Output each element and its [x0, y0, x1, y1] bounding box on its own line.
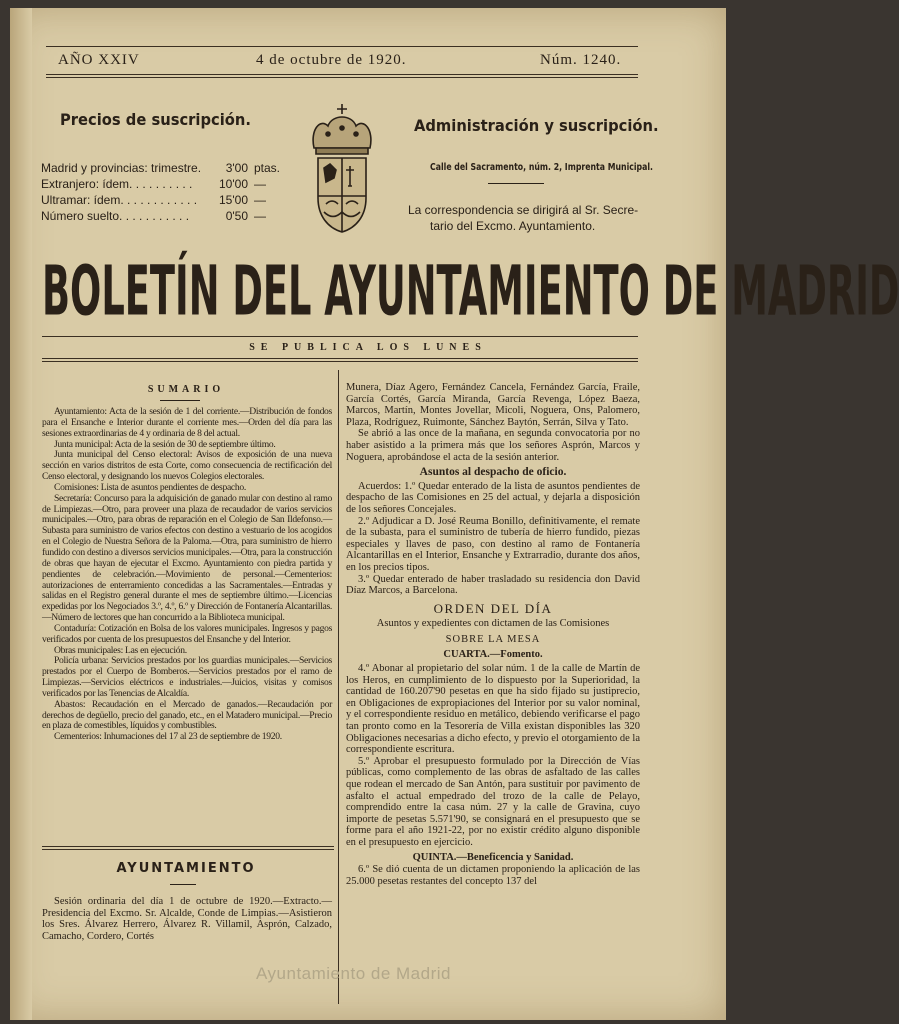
price-value: 0'50	[225, 209, 248, 223]
price-row	[41, 192, 301, 208]
archive-watermark: Ayuntamiento de Madrid	[256, 964, 451, 983]
administration-title: Administración y suscripción.	[414, 116, 659, 135]
price-unit: ptas.	[254, 161, 281, 175]
summary-entry: Abastos: Recaudación en el Mercado de ganados.—Recaudación por derechos de degüello, precio del ganado, etc., en el Matadero municipal.—Precio en plaza de comestibles, líquidos y combustibles.	[42, 698, 332, 732]
section-rule-thin	[42, 849, 334, 850]
summary-list	[42, 407, 332, 743]
subscription-prices	[41, 160, 301, 224]
beneficencia-paragraph: 6.º Se dió cuenta de un dictamen proponiendo la aplicación de las 25.000 pesetas restantes del concepto 137 del	[346, 864, 640, 887]
section-rule	[42, 846, 334, 847]
newspaper-page	[10, 8, 899, 1020]
summary-entry: Policía urbana: Servicios prestados por los guardias municipales.—Servicios prestados por el Cuerpo de Bomberos.—Servicios prestados por el ramo de Limpiezas.—Servicios eléctricos e industriales.—Juicios, visitas y comisos verificados por las Tenencias de Alcaldía.	[42, 655, 332, 699]
quinta-beneficencia-label: QUINTA.—Beneficencia y Sanidad.	[412, 851, 574, 863]
summary-entry: Junta municipal: Acta de la sesión de 30 de septiembre último.	[54, 438, 276, 450]
opening-paragraph: Se abrió a las once de la mañana, en segunda convocatoria por no haber asistido a la primera más que los señores Asprón, Marcos y Noguera, aprobándose el acta de la sesión anterior.	[346, 428, 640, 463]
orden-del-dia-title: ORDEN DEL DÍA	[433, 600, 553, 616]
sobre-la-mesa-label: SOBRE LA MESA	[445, 633, 541, 645]
price-unit: —	[254, 209, 266, 223]
price-label: Ultramar: ídem. . . . . . . . . . . .	[41, 193, 198, 207]
price-row	[41, 160, 301, 176]
summary-entry: Junta municipal del Censo electoral: Avisos de exposición de una nueva sección en varios distritos de esta Corte, como consecuencia de rectificación del Censo electoral, y designando los nuevos Colegios electorales.	[42, 449, 332, 483]
correspondence-note-line: tario del Excmo. Ayuntamiento.	[430, 219, 596, 233]
year-label: AÑO XXIV	[58, 52, 140, 68]
price-label: Número suelto. . . . . . . . . . .	[41, 209, 190, 223]
asuntos-title: Asuntos al despacho de oficio.	[419, 466, 567, 479]
administration-address: Calle del Sacramento, núm. 2, Imprenta Municipal.	[430, 162, 654, 173]
session-text	[42, 896, 332, 942]
session-paragraph: Sesión ordinaria del día 1 de octubre de 1920.—Extracto.—Presidencia del Excmo. Sr. Alcalde, Conde de Limpias.—Asistieron los Sres. Álvarez Herrero, Álvarez R. Villamil, Asprón, Calzado, Camacho, Cordero, Cortés	[42, 896, 332, 942]
fomento-paragraph: 5.º Aprobar el presupuesto formulado por la Dirección de Vías públicas, como complemento de las obras de asfaltado de las calles que rodean el mercado de San Antón, para sustituir por pavimento de asfalto el actual empedrado del trozo de la calle de Pelayo, comprendido entre la casa núm. 27 y la calle de Gravina, cuyo importe de pesetas 5.571'90, se consignará en el presupuesto que se forme para el año 1921-22, por no existir crédito alguno disponible en el presupuesto en ejercicio.	[346, 755, 640, 848]
date-label: 4 de octubre de 1920.	[256, 52, 407, 68]
correspondence-note-line: La correspondencia se dirigirá al Sr. Secre-	[408, 203, 639, 217]
section-title-ayuntamiento: AYUNTAMIENTO	[116, 861, 256, 876]
summary-entry: Contaduría: Cotización en Bolsa de los valores municipales. Ingresos y pagos verificados por cuenta de los presupuestos del Ensanche y del Interior.	[42, 622, 332, 645]
coat-of-arms-emblem	[304, 100, 380, 240]
masthead-rule	[42, 336, 638, 337]
price-row	[41, 176, 301, 192]
summary-entry: Secretaría: Concurso para la adquisición de ganado mular con destino al ramo de Limpiezas.—Otro, para proveer una plaza de recaudador de varios servicios municipales.—Otro, para obras de reparación en el Colegio de San Ildefonso.—Subasta para suministro de varios efectos con destino a vestuario de los acogidos en el Colegio de Nuestra Señora de la Paloma.—Otra, para suministro de hierro fundido con destino a diversos servicios municipales.—Otra, para la construcción de obras que hayan de ejecutar el Excmo. Ayuntamiento con piedra partida y pendientes de celebración.—Movimiento de personal.—Cementerios: autorizaciones de enterramiento concedidas a las Sacramentales.—Entradas y salidas en el Registro general durante el mes de septiembre último.—Licencias expedidas por los Negociados 3.º, 4.º, 6.º y Dirección de Fontanería Alcantarillas.—Número de lectores que han concurrido a la Biblioteca municipal.	[42, 492, 332, 624]
price-value: 15'00	[219, 193, 248, 207]
publication-rule-thin	[42, 361, 638, 362]
price-row	[41, 208, 301, 224]
summary-entry: Obras municipales: Las en ejecución.	[54, 644, 187, 656]
summary-entry: Cementerios: Inhumaciones del 17 al 23 de septiembre de 1920.	[54, 731, 282, 743]
right-column	[346, 382, 640, 887]
column-divider	[338, 370, 339, 1004]
summary-entry: Ayuntamiento: Acta de la sesión de 1 del corriente.—Distribución de fondos para el Ensanche e Interior durante el corriente mes.—Orden del día para las sesiones extraordinarias de 4 y ordinaria de 8 del actual.	[42, 406, 332, 439]
orden-subtitle: Asuntos y expedientes con dictamen de las Comisiones	[376, 618, 610, 630]
summary-divider	[160, 400, 200, 401]
page-spine	[10, 8, 32, 1020]
price-label: Madrid y provincias: trimestre.	[41, 161, 202, 175]
header-rule-thin	[46, 77, 638, 78]
header-rule	[46, 74, 638, 75]
fomento-paragraph: 4.º Abonar al propietario del solar núm. 1 de la calle de Martín de los Heros, en cumplimiento de lo dispuesto por la Superioridad, la cantidad de 160.207'90 pesetas en que ha sido fijado su justiprecio, en Obligaciones de expropiaciones del Interior por su valor nominal, y el correspondiente residuo en metálico, debiendo verificarse el pago tan pronto como en la Tesorería de Villa existan disponibles las 320 Obligaciones necesarias a dicho efecto, y previo el otorgamiento de la correspondiente escritura.	[346, 663, 640, 756]
masthead-title: BOLETÍN DEL AYUNTAMIENTO DE MADRID	[42, 250, 899, 331]
price-value: 3'00	[225, 161, 248, 175]
summary-entry: Comisiones: Lista de asuntos pendientes de despacho.	[54, 481, 246, 493]
top-rule	[46, 46, 638, 47]
acuerdo-paragraph: 3.º Quedar enterado de haber trasladado su residencia don David Díaz Marcos, a Barcelona.	[346, 573, 640, 597]
address-divider	[488, 183, 544, 184]
correspondence-note	[408, 202, 638, 234]
publication-note: SE PUBLICA LOS LUNES	[249, 342, 487, 353]
price-unit: —	[254, 177, 266, 191]
cuarta-fomento-label: CUARTA.—Fomento.	[443, 649, 543, 661]
attendees-paragraph: Munera, Díaz Agero, Fernández Cancela, Fernández García, Fraile, García Cortés, García Miranda, García Revenga, López Baeza, Marcos, Martín, Montes Jovellar, Micoli, Noguera, Ons, Palomero, Plaza, Rodríguez, Ruimonte, Sánchez Baytón, Serrán, Silva y Tato.	[346, 382, 640, 428]
acuerdo-paragraph: 2.º Adjudicar a D. José Reuma Bonillo, definitivamente, el remate de la subasta, para el suministro de tubería de hierro fundido, piezas especiales y llaves de paso, con destino al ramo de Fontanería Alcantarillas en el Interior, Ensanche y Extrarradio, durante dos años, en los precios tipos.	[346, 515, 640, 573]
price-unit: —	[254, 193, 266, 207]
acuerdo-paragraph: Acuerdos: 1.º Quedar enterado de la lista de asuntos pendientes de despacho de las Comisiones en 25 del actual, y dejarla a disposición de los señores Concejales.	[346, 480, 640, 515]
section-divider	[170, 884, 196, 885]
issue-number: Núm. 1240.	[540, 52, 622, 68]
subscription-title: Precios de suscripción.	[60, 110, 251, 129]
price-value: 10'00	[219, 177, 248, 191]
summary-title: SUMARIO	[147, 384, 225, 395]
price-label: Extranjero: ídem. . . . . . . . . .	[41, 177, 193, 191]
publication-rule	[42, 358, 638, 359]
